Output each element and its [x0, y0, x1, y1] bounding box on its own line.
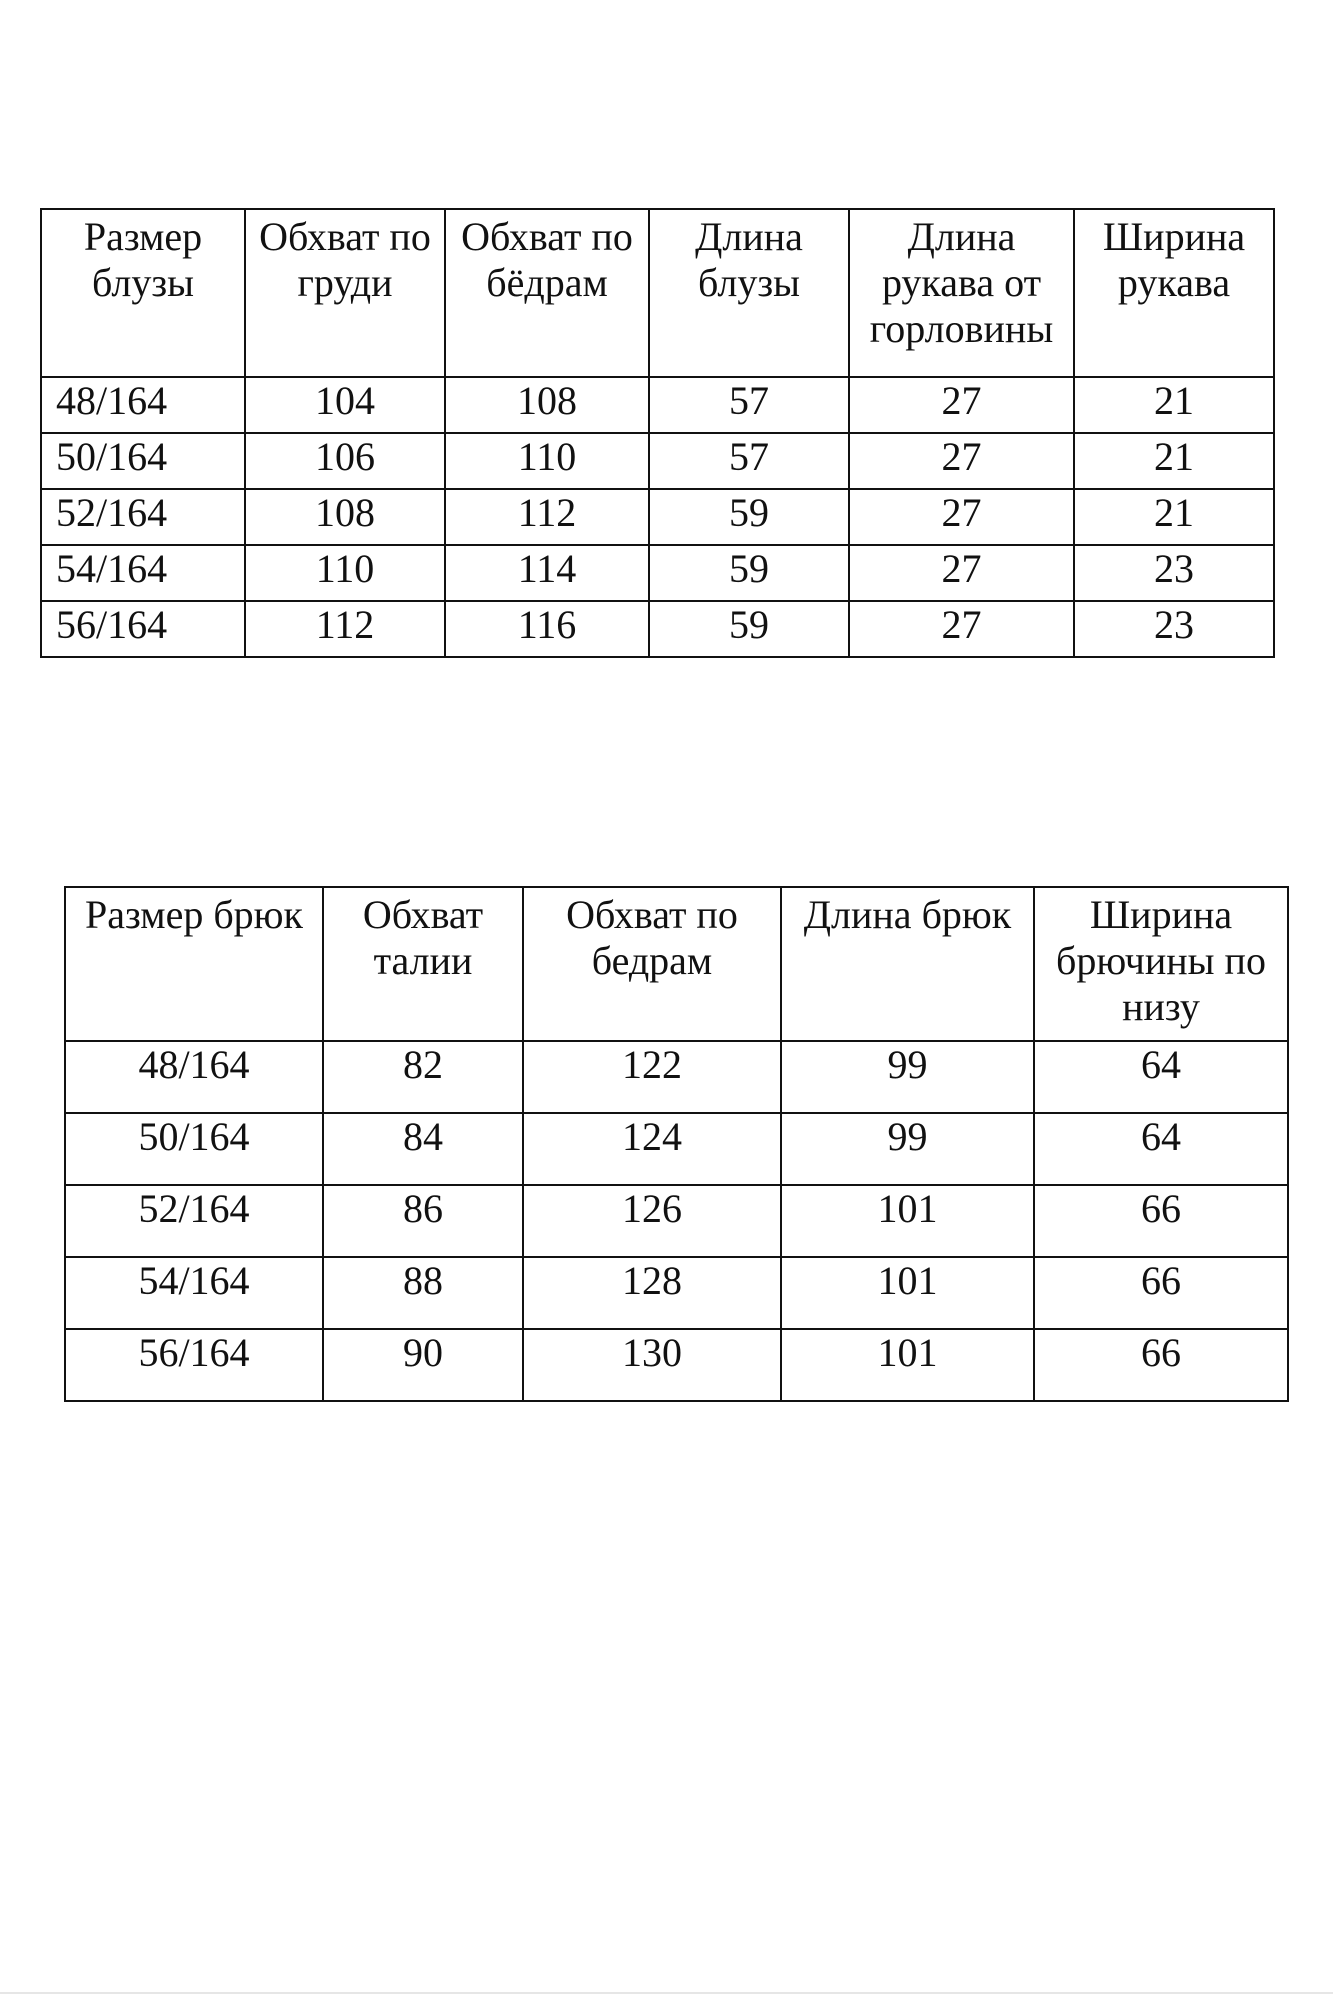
page-bottom-divider	[0, 1992, 1333, 1994]
table-cell: 82	[323, 1041, 523, 1113]
table-cell: 50/164	[41, 433, 245, 489]
table-cell: 112	[445, 489, 649, 545]
table-cell: 130	[523, 1329, 781, 1401]
table-cell: 99	[781, 1041, 1034, 1113]
column-header: Длина рукава от горловины	[849, 209, 1074, 377]
column-header: Обхват по бедрам	[523, 887, 781, 1041]
table-row	[41, 433, 1274, 489]
table-cell: 56/164	[65, 1329, 323, 1401]
table-cell: 50/164	[65, 1113, 323, 1185]
table-cell: 23	[1074, 601, 1274, 657]
table-cell: 21	[1074, 433, 1274, 489]
table-cell: 48/164	[41, 377, 245, 433]
table-cell: 27	[849, 601, 1074, 657]
table-cell: 112	[245, 601, 445, 657]
table-cell: 101	[781, 1329, 1034, 1401]
table-cell: 27	[849, 377, 1074, 433]
table-cell: 124	[523, 1113, 781, 1185]
table-cell: 27	[849, 545, 1074, 601]
table-header-row	[41, 209, 1274, 377]
table-cell: 90	[323, 1329, 523, 1401]
table-cell: 114	[445, 545, 649, 601]
table-cell: 84	[323, 1113, 523, 1185]
table-cell: 66	[1034, 1257, 1288, 1329]
table-cell: 86	[323, 1185, 523, 1257]
table-row	[41, 545, 1274, 601]
column-header: Ширина рукава	[1074, 209, 1274, 377]
table-cell: 23	[1074, 545, 1274, 601]
table-cell: 52/164	[41, 489, 245, 545]
column-header: Обхват по груди	[245, 209, 445, 377]
table-cell: 66	[1034, 1185, 1288, 1257]
table-cell: 108	[445, 377, 649, 433]
table-header-row	[65, 887, 1288, 1041]
table-cell: 101	[781, 1185, 1034, 1257]
table-cell: 27	[849, 489, 1074, 545]
table-row	[65, 1329, 1288, 1401]
table-cell: 52/164	[65, 1185, 323, 1257]
table-row	[65, 1185, 1288, 1257]
table-cell: 57	[649, 377, 849, 433]
table-cell: 99	[781, 1113, 1034, 1185]
column-header: Ширина брючины по низу	[1034, 887, 1288, 1041]
table-cell: 88	[323, 1257, 523, 1329]
column-header: Длина блузы	[649, 209, 849, 377]
table-cell: 128	[523, 1257, 781, 1329]
table-cell: 126	[523, 1185, 781, 1257]
table-cell: 110	[445, 433, 649, 489]
table-row	[41, 601, 1274, 657]
table-cell: 48/164	[65, 1041, 323, 1113]
table-cell: 64	[1034, 1113, 1288, 1185]
table-row	[65, 1113, 1288, 1185]
table-cell: 56/164	[41, 601, 245, 657]
table-cell: 59	[649, 601, 849, 657]
table-cell: 21	[1074, 377, 1274, 433]
table-cell: 59	[649, 489, 849, 545]
table-cell: 106	[245, 433, 445, 489]
table-cell: 54/164	[41, 545, 245, 601]
table-cell: 21	[1074, 489, 1274, 545]
column-header: Размер брюк	[65, 887, 323, 1041]
table-cell: 54/164	[65, 1257, 323, 1329]
table-row	[41, 377, 1274, 433]
table-cell: 122	[523, 1041, 781, 1113]
column-header: Обхват по бёдрам	[445, 209, 649, 377]
table-cell: 27	[849, 433, 1074, 489]
column-header: Обхват талии	[323, 887, 523, 1041]
blouse-size-table	[40, 208, 1275, 658]
table-cell: 116	[445, 601, 649, 657]
table-cell: 59	[649, 545, 849, 601]
table-cell: 64	[1034, 1041, 1288, 1113]
table-row	[41, 489, 1274, 545]
table-row	[65, 1257, 1288, 1329]
column-header: Длина брюк	[781, 887, 1034, 1041]
table-cell: 66	[1034, 1329, 1288, 1401]
column-header: Размер блузы	[41, 209, 245, 377]
table-cell: 101	[781, 1257, 1034, 1329]
table-cell: 108	[245, 489, 445, 545]
table-row	[65, 1041, 1288, 1113]
trousers-size-table	[64, 886, 1289, 1402]
table-cell: 104	[245, 377, 445, 433]
table-cell: 110	[245, 545, 445, 601]
table-cell: 57	[649, 433, 849, 489]
